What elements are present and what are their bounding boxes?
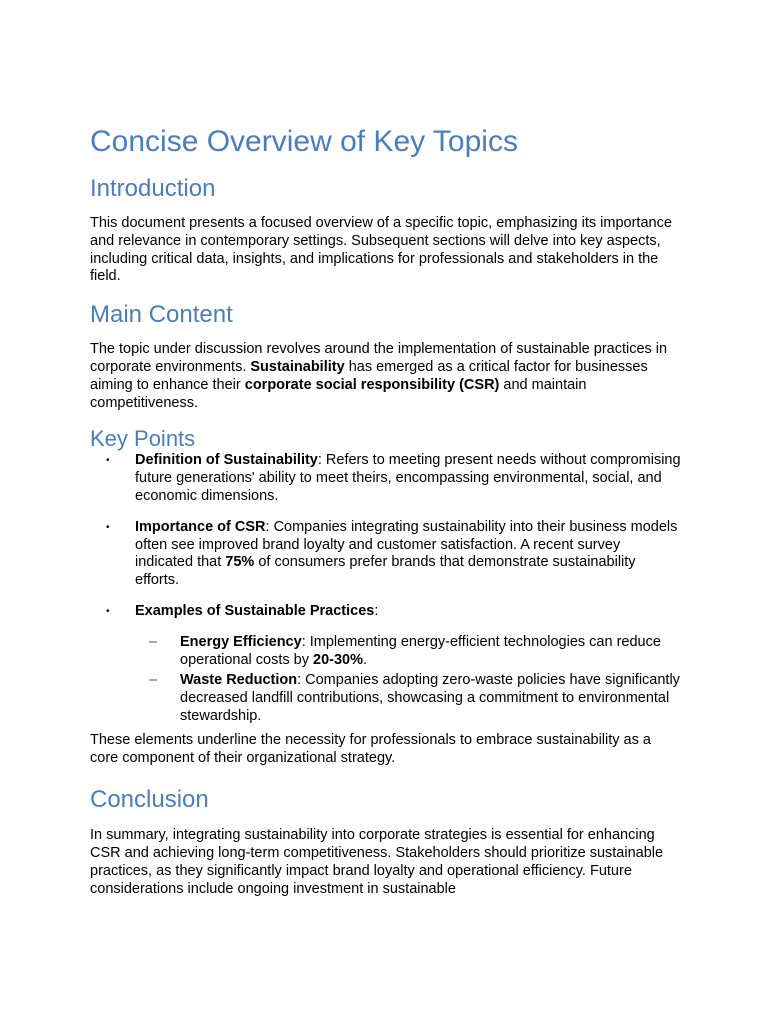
example-item xyxy=(135,672,682,725)
bullet-marker: • xyxy=(106,605,110,617)
main-content-text-1: The topic under discussion revolves around the implementation of sustainable practices in corporate environments. xyxy=(90,341,668,375)
example-text: : Companies adopting zero-waste policies have significantly decreased landfill contributions, showcasing a commitment to environmental stewardship. xyxy=(180,672,680,724)
main-content-heading: Main Content xyxy=(90,301,233,329)
key-point-text: : Refers to meeting present needs without compromising future generations' ability to meet theirs, encompassing environmental, social, and economic dimensions. xyxy=(135,452,681,504)
key-point-text: : Companies integrating sustainability into their business models often see improved brand loyalty and customer satisfaction. A recent survey indicated that xyxy=(135,518,678,571)
key-point-text: of consumers prefer brands that demonstrate sustainability efforts. xyxy=(135,554,636,589)
key-point-item xyxy=(90,452,682,505)
key-point-item xyxy=(90,519,682,590)
introduction-heading: Introduction xyxy=(90,175,216,202)
main-content-text-2: has emerged as a critical factor for businesses aiming to enhance their xyxy=(90,358,648,393)
example-text: : Implementing energy-efficient technologies can reduce operational costs by xyxy=(180,633,661,668)
bullet-marker: • xyxy=(106,521,110,533)
bullet-marker: • xyxy=(106,455,110,467)
csr-term: corporate social responsibility (CSR) xyxy=(244,376,500,393)
conclusion-paragraph: In summary, integrating sustainability into corporate strategies is essential for enhancing CSR and achieving long-term competitiveness. Stakeholders should prioritize sustainable practices, as they significantly impact brand loyalty and operational efficiency. Future considerations include ongoing investment in sustainable xyxy=(90,827,664,897)
key-points-list xyxy=(90,452,682,725)
example-term: Energy Efficiency xyxy=(180,633,302,650)
example-term: Waste Reduction xyxy=(180,672,298,689)
key-point-item xyxy=(90,603,682,726)
key-point-term: Importance of CSR xyxy=(135,518,266,535)
document-title: Concise Overview of Key Topics xyxy=(90,125,518,158)
dash-marker: – xyxy=(149,672,158,689)
examples-sublist xyxy=(135,634,682,726)
example-stat: 20-30% xyxy=(313,651,363,668)
key-point-stat: 75% xyxy=(225,554,255,571)
sustainability-term: Sustainability xyxy=(250,358,345,375)
key-point-term: Definition of Sustainability xyxy=(135,452,318,469)
key-points-closing-paragraph: These elements underline the necessity for professionals to embrace sustainability as a core component of their organizational strategy. xyxy=(90,731,651,766)
conclusion-heading: Conclusion xyxy=(90,786,209,814)
dash-marker: – xyxy=(149,633,158,650)
key-point-term: Examples of Sustainable Practices xyxy=(135,602,375,619)
document-page xyxy=(90,122,682,899)
main-content-text-3: and maintain competitiveness. xyxy=(90,376,587,411)
key-point-text: : xyxy=(374,602,379,619)
introduction-paragraph: This document presents a focused overview of a specific topic, emphasizing its importance and relevance in contemporary settings. Subsequent sections will delve into key aspects, including critical data, insights, and implications for professionals and stakeholders in the field. xyxy=(90,215,672,285)
example-text: . xyxy=(362,651,368,668)
example-item xyxy=(135,634,682,670)
main-content-paragraph xyxy=(90,341,682,412)
key-points-heading: Key Points xyxy=(90,426,196,452)
